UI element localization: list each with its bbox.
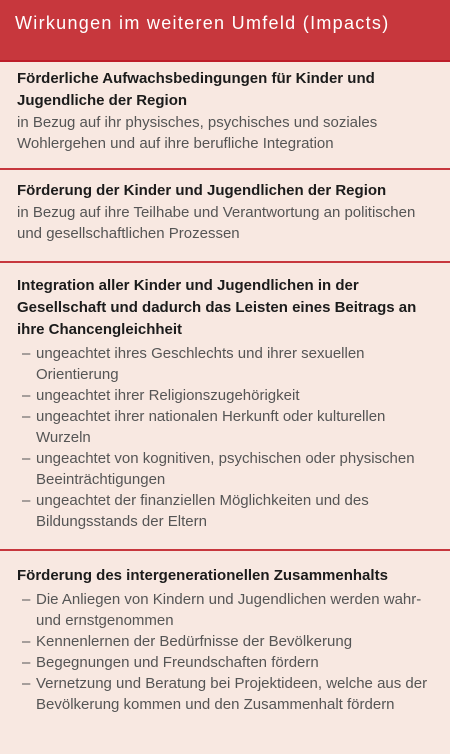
list-item: – Die Anliegen von Kindern und Jugendlichen werden wahr- und ernstgenommen bbox=[22, 591, 422, 629]
page-title: Wirkungen im weiteren Umfeld (Impacts) bbox=[15, 13, 390, 33]
list-item: – ungeachtet der finanziellen Möglichkeiten und des Bildungsstands der Eltern bbox=[22, 492, 369, 530]
bullet-list bbox=[17, 589, 436, 715]
list-item: – ungeachtet ihrer nationalen Herkunft oder kulturellen Wurzeln bbox=[22, 408, 386, 446]
bullet-list bbox=[17, 343, 436, 532]
section-title: Integration aller Kinder und Jugendlichen in der Gesellschaft und dadurch das Leisten eines Beitrags an ihre Chancengleichheit bbox=[17, 277, 417, 338]
list-item: – Begegnungen und Freundschaften fördern bbox=[22, 654, 319, 671]
list-item: – Kennenlernen der Bedürfnisse der Bevölkerung bbox=[22, 633, 353, 650]
section-title: Förderliche Aufwachsbedingungen für Kinder und Jugendliche der Region bbox=[17, 70, 375, 109]
section-foerderung-region bbox=[0, 180, 450, 244]
header-bar bbox=[0, 0, 450, 62]
section-aufwachsbedingungen bbox=[0, 68, 450, 154]
divider bbox=[0, 549, 450, 551]
section-text: in Bezug auf ihre Teilhabe und Verantwortung an politischen und gesellschaftlichen Prozessen bbox=[17, 204, 416, 242]
section-title: Förderung des intergenerationellen Zusammenhalts bbox=[17, 567, 388, 584]
section-zusammenhalt bbox=[0, 565, 450, 715]
section-integration bbox=[0, 275, 450, 532]
divider bbox=[0, 261, 450, 263]
list-item: – ungeachtet von kognitiven, psychischen oder physischen Beeinträchtigungen bbox=[22, 450, 415, 488]
list-item: – Vernetzung und Beratung bei Projektideen, welche aus der Bevölkerung kommen und den Zusammenhalt fördern bbox=[22, 675, 428, 713]
section-text: in Bezug auf ihr physisches, psychisches und soziales Wohlergehen und auf ihre berufliche Integration bbox=[17, 114, 378, 152]
list-item: – ungeachtet ihrer Religionszugehörigkeit bbox=[22, 387, 300, 404]
section-title: Förderung der Kinder und Jugendlichen der Region bbox=[17, 182, 387, 199]
list-item: – ungeachtet ihres Geschlechts und ihrer sexuellen Orientierung bbox=[22, 345, 365, 383]
divider bbox=[0, 168, 450, 170]
